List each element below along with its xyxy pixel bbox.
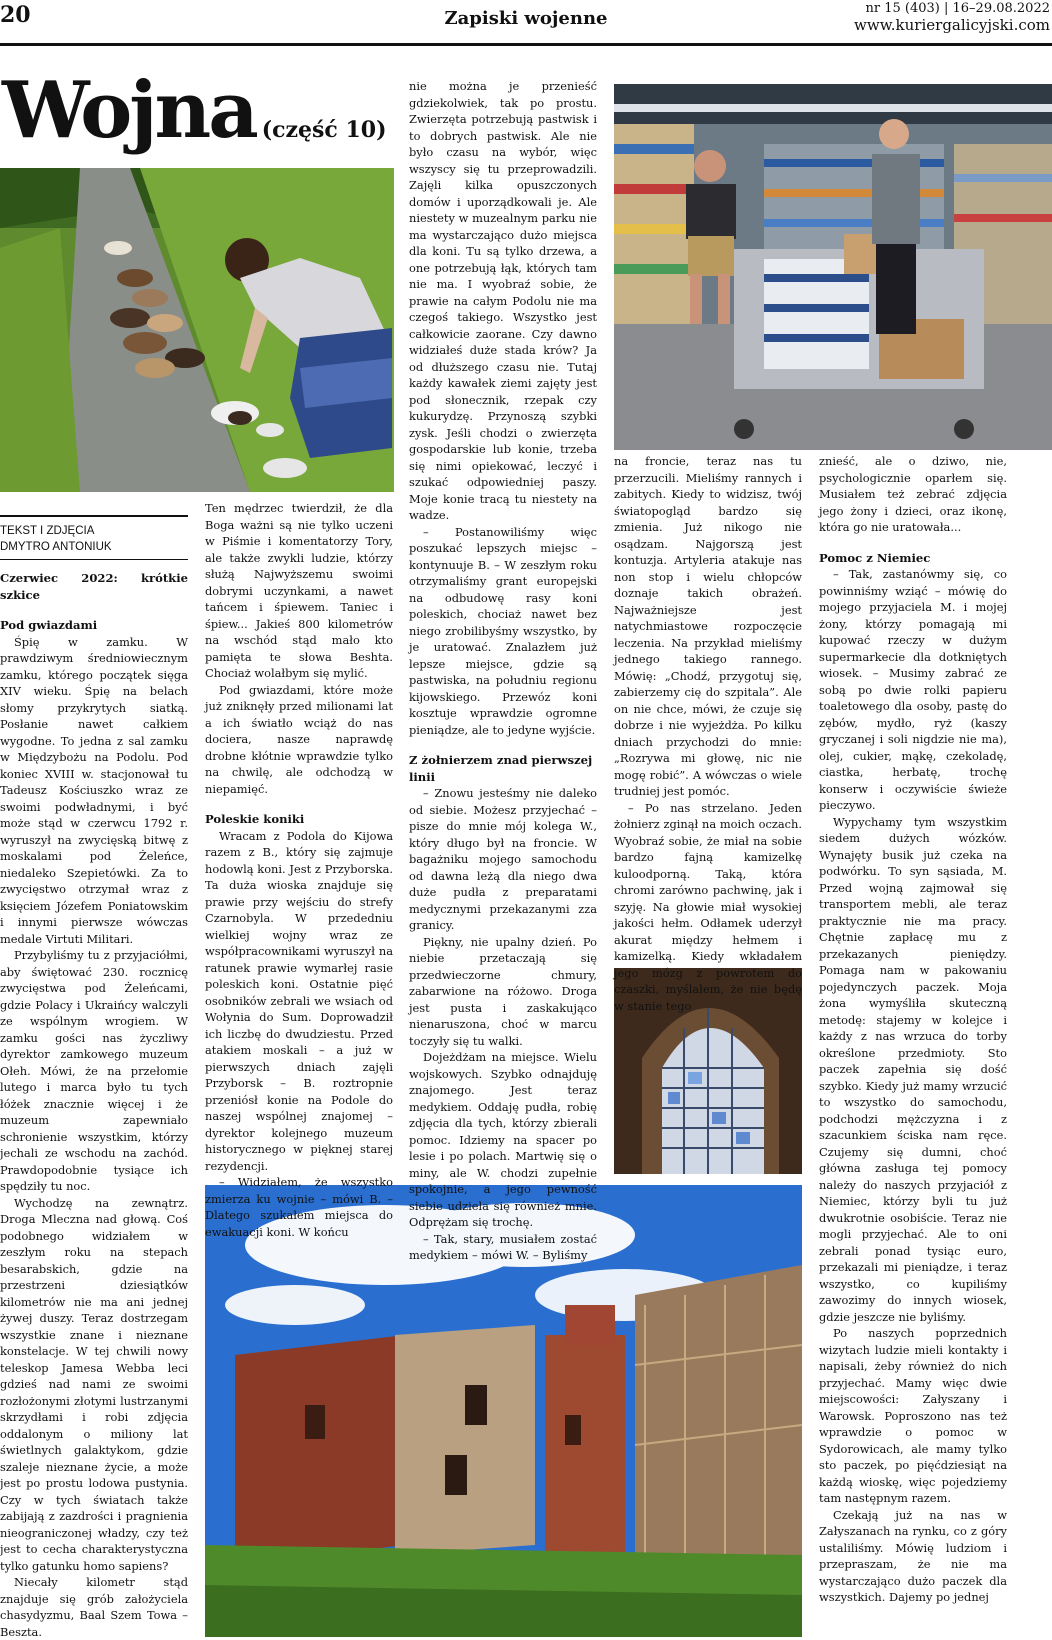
issue-number: nr 15 (403) | 16–29.08.2022 bbox=[865, 1, 1050, 16]
paragraph: – Postanowiliśmy więc poszukać lepszych miejsc – kontynuuje B. – W zeszłym roku otrzymaliśmy grant europejski na odbudowę rasy koni poleskich, chociaż nawet bez niego zrobilibyśmy wszystko, by je uratować. Znalazłem już lepsze miejsce, gdzie są pastwiska, na południu regionu kijowskiego. Przewóz koni kosztuje wprawdzie ogromne pieniądze, ale to jedyne wyjście. bbox=[409, 524, 597, 737]
headline-part: (część 10) bbox=[261, 117, 387, 143]
paragraph: Piękny, nie upalny dzień. Po niebie przetaczają się przedwieczorne chmury, zabarwione na różowo. Droga jest pusta i zaskakująco nienaruszona, choć w marcu toczyły się tu walki. bbox=[409, 934, 597, 1048]
paragraph: Pod gwiazdami, które może już zniknęły przed milionami lat a ich światło wciąż do nas dociera, nasze naprawdę drobne kłótnie wprawdzie tylko na chwilę, ale odchodzą w niepamięć. bbox=[205, 682, 393, 796]
paragraph: na froncie, teraz nas tu przerzucili. Mieliśmy rannych i zabitych. Kiedy to widzisz, twój światopogląd bardzo się zmienia. Już nikogo nie osądzam. Najgorszą jest kontuzja. Artyleria atakuje nas non stop i wielu chłopców doznaje takich obrażeń. Najważniejsze jest natychmiastowe rozpoczęcie leczenia. Na przykład mieliśmy jednego takiego rannego. Mówię: „Chodź, przygotuj się, zabierzemy cię do szpitala”. Ale on nie chce, mówi, że czuje się dobrze i nie wyjeżdża. Po kilku dniach przychodzi do mnie: „Rozrywa mi głowę, nic nie mogę robić”. A wówczas o wiele trudniej jest pomóc. bbox=[614, 454, 802, 798]
paragraph: – Po nas strzelano. Jeden żołnierz zginął na moich oczach. Wyobraź sobie, że miał na sobie bardzo fajną kamizelkę kuloodporną. Taką, która chromi zarówno pachwinę, jak i szyję. Na głowie miał wysokiej jakości hełm. Odłamek uderzył akurat między hełmem i kamizelką. Kiedy wkładałem jego mózg z powrotem do czaszki, myślałem, że nie będę w stanie tego bbox=[614, 800, 802, 1013]
column-1 bbox=[0, 515, 188, 1637]
photo-woman-feeding-cats-image bbox=[0, 168, 394, 492]
paragraph: znieść, ale o dziwo, nie, psychologicznie oparłem się. Musiałem też zebrać zdjęcia jego żony i dzieci, oraz ikonę, która go nie uratowała... bbox=[819, 454, 1007, 534]
byline-rule bbox=[0, 515, 188, 517]
paragraph: Niecały kilometr stąd znajduje się grób założyciela chasydyzmu, Baal Szem Towa – Beszta. bbox=[0, 1575, 188, 1639]
paragraph: nie można je przenieść gdziekolwiek, tak po prostu. Zwierzęta potrzebują pastwisk i to dobrych pastwisk. Ale nie było czasu na wybór, więc wszyscy się tu przeprowadzili. Zajęli kilka opuszczonych domów i uporządkowali je. Ale niestety w muzealnym parku nie ma wystarczająco dużo miejsca dla koni. Tu są tylko drzewa, a one potrzebują łąk, których tam nie ma. I wyobraź sobie, że prawie na całym Podolu nie ma czegoś takiego. Wszystko jest całkowicie zaorane. Czy dawno widziałeś duże stada krów? Ja od dłuższego czasu nie. Tutaj każdy kawałek ziemi zajęty jest pod słonecznik, rzepak czy kukurydzę. Przynoszą szybki zysk. Jeśli chodzi o zwierzęta gospodarskie lub konie, trzeba się nimi opiekować, leczyć i szukać odpowiedniej paszy. Moje konie tracą tu niestety na wadze. bbox=[409, 79, 597, 522]
subheading-pomoc-z-niemiec: Pomoc z Niemiec bbox=[819, 550, 931, 565]
paragraph: – Tak, stary, musiałem zostać medykiem – mówi W. – Byliśmy bbox=[409, 1231, 597, 1262]
paragraph: Przybyliśmy tu z przyjaciółmi, aby świętować 230. rocznicę zwycięstwa pod Żeleńcami, gdzie Polacy i Ukraińcy walczyli ze wspólnym wrogiem. W zamku gości nas życzliwy dyrektor zamkowego muzeum Ołeh. Mówi, że na przełomie lutego i marca było tu tych łóżek znacznie więcej i że muzeum zapewniało schronienie wszystkim, którzy jechali ze wschodu na zachód. Prawdopodobnie tysiące ich spędziły tu noc. bbox=[0, 948, 188, 1193]
headline bbox=[2, 66, 387, 156]
column-2 bbox=[205, 500, 393, 1239]
paragraph: Wracam z Podola do Kijowa razem z B., który się zajmuje hodowlą koni. Jest z Przyborska. Ta duża wioska znajduje się prawie przy wejściu do strefy Czarnobyla. W przededniu wielkiej wojny wraz ze współpracownikami wyruszył na ratunek prawie wymarłej rasie poleskich koni. Ostatnie pięć osobników zebrali we wsiach od Wołynia do Sum. Doprowadził ich liczbę do dwudziestu. Przed atakiem moskali – a już w pierwszych dniach zajęli Przyborsk – B. roztropnie przeniósł konie na Podole do naszej wspólnej znajomej – dyrektor kolejnego muzeum historycznego w pięknej starej rezydencji. bbox=[205, 828, 393, 1173]
section-title: Zapiski wojenne bbox=[444, 8, 608, 29]
paragraph: Dojeżdżam na miejsce. Wielu wojskowych. Szybko odnajduję znajomego. Jest teraz medykiem. Oddaję pudła, robię zdjęcia dla tych, którzy zbierali pomoc. Idziemy na spacer po lesie i po polach. Martwię się o miny, ale W. chodzi zupełnie spokojnie, a jego pewność siebie udziela się również mnie. Odprężam się trochę. bbox=[409, 1050, 597, 1229]
paragraph: Wychodzę na zewnątrz. Droga Mleczna nad głową. Coś podobnego widziałem w zeszłym roku na stepach besarabskich, gdzie na przestrzeni dziesiątków kilometrów nie ma ani jednej żywej duszy. Teraz dostrzegam wszystkie znane i nieznane konstelacje. W tej chwili nowy teleskop Jamesa Webba leci gdzieś nad nami ze swoimi rozłożonymi złotymi lustrzanymi skrzydłami i robi zdjęcia oddalonym o miliony lat świetlnych galaktykom, gdzie szaleje nieznane życie, a może jest po prostu lodowa pustynia. Czy w tych światach także zabijają z zazdrości i pragnienia nieograniczonej władzy, czy też jest to cecha charakterystyczna tylko gatunku homo sapiens? bbox=[0, 1195, 188, 1573]
subheading-pod-gwiazdami: Pod gwiazdami bbox=[0, 618, 98, 632]
issue-info bbox=[854, 0, 1050, 34]
photo-woman-feeding-cats bbox=[0, 168, 394, 492]
paragraph: Śpię w zamku. W prawdziwym średniowiecznym zamku, którego początek sięga XIV wieku. Śpię na belach słomy przykrytych siatką. Posłanie nawet całkiem wygodne. To jedna z sal zamku w Międzybożu na Podolu. Pod koniec XVIII w. stacjonował tu Tadeusz Kościuszko wraz ze swoimi podwładnymi, i być może stąd w czerwcu 1792 r. wyruszył na zwycięską bitwę z moskalami pod Żeleńce, niedaleko Szepietówki. Za to zwycięstwo otrzymał wraz z księciem Józefem Poniatowskim i innymi pierwsze wówczas medale Virtuti Militari. bbox=[0, 634, 188, 946]
paragraph: – Znowu jesteśmy nie daleko od siebie. Możesz przyjechać – pisze do mnie mój kolega W., który długo był na froncie. W bagażniku mojego samochodu od dawna leżą dla niego dwa duże pudła z preparatami medycznymi przekazanymi zza granicy. bbox=[409, 786, 597, 932]
photo-supermarket-volunteers-image bbox=[614, 84, 1052, 450]
paragraph: Czekają już na nas w Załyszanach na rynku, co z góry ustaliliśmy. Mówię ludziom i przepraszam, że nie ma wystarczająco dużo paczek dla wszystkich. Dajemy po jednej bbox=[819, 1507, 1007, 1604]
byline-rule-bottom bbox=[0, 559, 188, 560]
paragraph: – Widziałem, że wszystko zmierza ku wojnie – mówi B. – Dlatego szukałem miejsca do ewakuacji koni. W końcu bbox=[205, 1175, 393, 1239]
masthead-rule bbox=[0, 43, 1052, 46]
paragraph: Ten mędrzec twierdził, że dla Boga ważni są nie tylko uczeni w Piśmie i komentatorzy Tory, ale także zwykli ludzie, którzy służą Najwyższemu swoimi dobrymi uczynkami, a nawet tańcem i śpiewem. Taniec i śpiew... Jakieś 800 kilometrów na wschód stąd mało kto pamięta te słowa Beshta. Chociaż wolałbym się mylić. bbox=[205, 501, 393, 680]
page-number: 20 bbox=[0, 2, 31, 28]
subheading-z-zolnierzem: Z żołnierzem znad pierwszej linii bbox=[409, 753, 593, 784]
headline-title: Wojna bbox=[2, 65, 256, 156]
column-3 bbox=[409, 78, 597, 1262]
paragraph: Wypychamy tym wszystkim siedem dużych wózków. Wynajęty busik już czeka na podwórku. To syn sąsiada, M. Przed wojną zajmował się transportem mebli, ale teraz praktycznie nie ma pracy. Chętnie zapłacę mu z przekazanych pieniędzy. Pomaga nam w pakowaniu pojedynczych paczek. Moja żona wymyśliła skuteczną metodę: stajemy w kolejce i każdy z nas wrzuca do torby określone przedmioty. Sto paczek zapełnia się dość szybko. Kiedy już mamy wrzucić to wszystko do samochodu, podchodzi mężczyzna i z szacunkiem ściska nam ręce. Czujemy się dumni, choć główna zasługa tej pomocy należy do naszych przyjaciół z Niemiec, którzy byli tu już dwukrotnie osobiście. Teraz nie mogli przyjechać. Ale to oni zebrali ponad tysiąc euro, przekazali mi pieniądze, i teraz wszystko, co kupiliśmy zawozimy do innych wiosek, gdzie jeszcze nie byliśmy. bbox=[819, 814, 1007, 1324]
byline bbox=[0, 523, 188, 555]
website-link[interactable]: www.kuriergalicyjski.com bbox=[854, 16, 1050, 34]
paragraph: – Tak, zastanówmy się, co powinniśmy wziąć – mówię do mojego przyjaciela M. i mojej żony, którzy pomagają mi kupować rzeczy w dużym supermarkecie dla dotkniętych wiosek. – Musimy zabrać ze sobą po dwie rolki papieru toaletowego dla osoby, pastę do zębów, mydło, ryż (kaszy gryczanej i soli nigdzie nie ma), olej, cukier, mąkę, czekoladę, ciastka, herbatę, trochę konserw i oczywiście świeże pieczywo. bbox=[819, 567, 1007, 812]
column-4 bbox=[614, 453, 802, 1013]
masthead bbox=[0, 0, 1052, 46]
byline-credit: TEKST I ZDJĘCIA bbox=[0, 525, 95, 537]
column-5 bbox=[819, 453, 1007, 1637]
photo-supermarket-volunteers bbox=[614, 84, 1052, 450]
article-kicker: Czerwiec 2022: krótkie szkice bbox=[0, 571, 188, 602]
paragraph: Po naszych poprzednich wizytach ludzie mieli kontakty i napisali, żeby również do nich przyjechać. Mamy więc dwie miejscowości: Załyszany i Warowsk. Poproszono nas też wprawdzie o pomoc w Sydorowicach, ale mamy tylko sto paczek, po pięćdziesiąt na każdą wioskę, więc pojedziemy tam następnym razem. bbox=[819, 1326, 1007, 1505]
byline-author: DMYTRO ANTONIUK bbox=[0, 541, 112, 553]
subheading-poleskie-koniki: Poleskie koniki bbox=[205, 812, 305, 826]
